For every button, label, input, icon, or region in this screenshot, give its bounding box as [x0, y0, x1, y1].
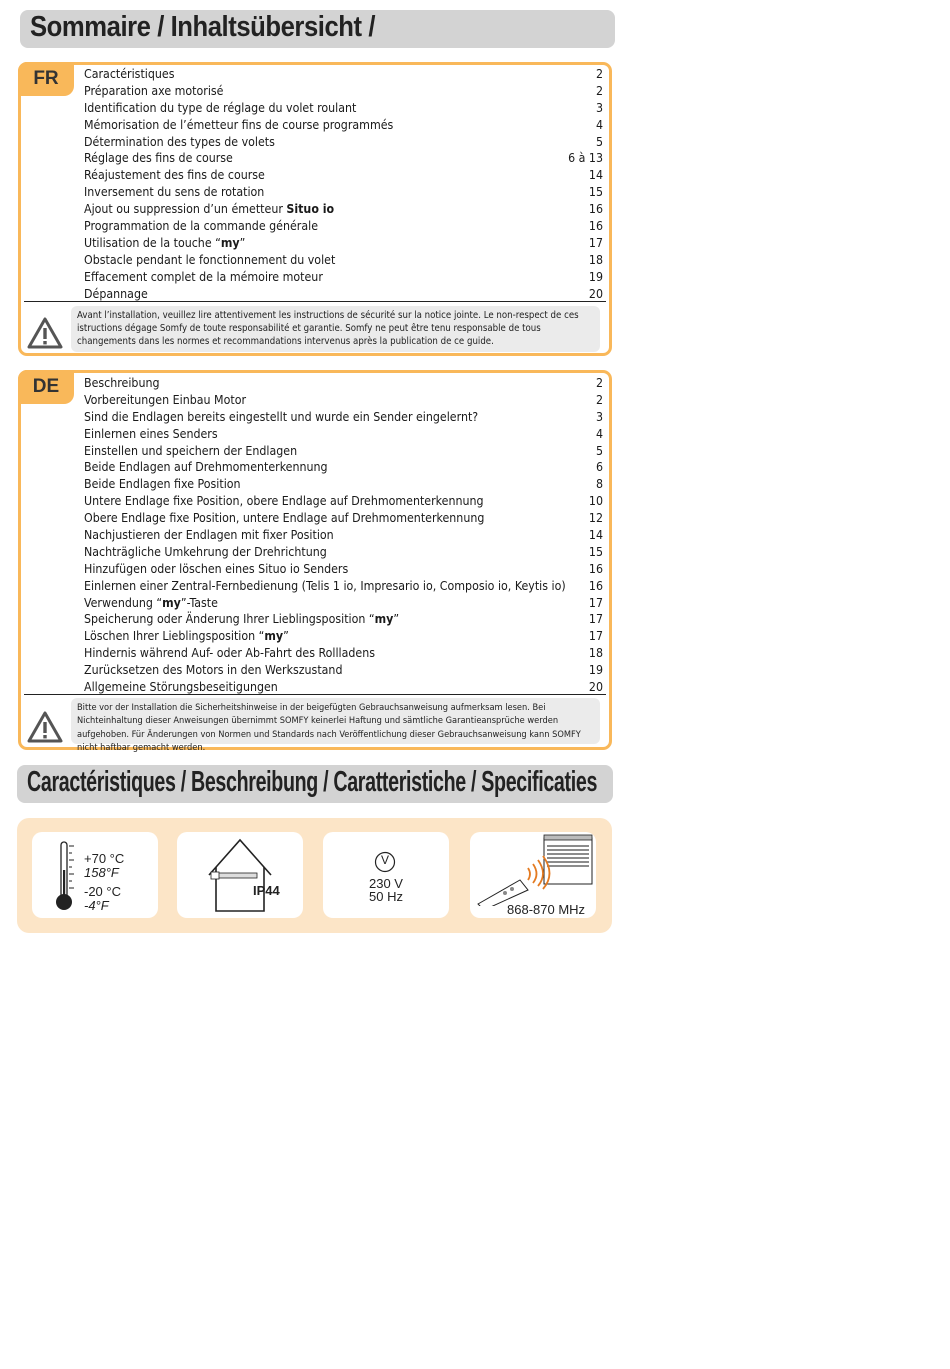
toc-row: [84, 269, 603, 286]
toc-entry-emphasis: Situo io: [286, 202, 335, 217]
toc-entry-text: Löschen Ihrer Lieblingsposition “: [84, 629, 265, 644]
ip-rating: IP44: [253, 883, 280, 898]
toc-entry-page: 3: [595, 100, 603, 115]
toc-entry-page: 2: [595, 83, 603, 98]
toc-entry-title: [84, 527, 334, 544]
toc-entry-text: Obstacle pendant le fonctionnement du volet: [84, 252, 336, 267]
toc-entry-title: [84, 443, 297, 460]
toc-section-fr: [18, 62, 612, 356]
toc-entry-page: 2: [595, 392, 603, 407]
toc-entry-title: [84, 286, 148, 303]
toc-entry-page: 20: [588, 680, 603, 695]
divider: [24, 301, 606, 302]
toc-row: [84, 628, 603, 645]
toc-row: [84, 150, 603, 167]
toc-entry-text: Mémorisation de l’émetteur fins de course programmés: [84, 117, 394, 132]
toc-entry-title: [84, 409, 478, 426]
toc-entry-page: 10: [588, 494, 603, 509]
toc-entry-page: 12: [588, 511, 603, 526]
toc-entry-text: Allgemeine Störungsbeseitigungen: [84, 680, 278, 695]
toc-row: [84, 201, 603, 218]
toc-entry-title: [84, 201, 334, 218]
temperature-card: [32, 832, 158, 918]
specs-panel: [17, 818, 612, 933]
toc-list-fr: [84, 66, 603, 302]
toc-entry-title: [84, 83, 223, 100]
toc-row: [84, 578, 603, 595]
toc-entry-text: Hinzufügen oder löschen eines Situo io Senders: [84, 561, 349, 576]
toc-entry-emphasis: my: [162, 595, 181, 610]
remote-control-icon: [472, 834, 596, 906]
toc-entry-text: Réglage des fins de course: [84, 151, 233, 166]
toc-entry-emphasis: my: [374, 612, 394, 627]
toc-entry-page: 6 à 13: [568, 151, 603, 166]
toc-entry-page: 16: [588, 202, 603, 217]
toc-entry-text: Nachträgliche Umkehrung der Drehrichtung: [84, 544, 327, 559]
toc-entry-text: Speicherung oder Änderung Ihrer Lieblingsposition “: [84, 612, 375, 627]
toc-row: [84, 611, 603, 628]
toc-entry-title: [84, 645, 375, 662]
toc-entry-page: 15: [588, 544, 603, 559]
toc-entry-text: Caractéristiques: [84, 67, 175, 81]
toc-row: [84, 100, 603, 117]
toc-entry-text: Détermination des types de volets: [84, 134, 275, 149]
toc-entry-title: [84, 544, 327, 561]
toc-entry-title: [84, 392, 246, 409]
toc-entry-page: 16: [588, 561, 603, 576]
toc-entry-page: 16: [588, 578, 603, 593]
toc-row: [84, 184, 603, 201]
warning-icon: [27, 711, 63, 743]
toc-entry-title: [84, 510, 484, 527]
toc-entry-text: Dépannage: [84, 286, 148, 301]
toc-entry-title: [84, 117, 393, 134]
toc-row: [84, 218, 603, 235]
voltage-value: 230 V: [369, 876, 403, 891]
toc-entry-text: Hindernis während Auf- oder Ab-Fahrt des Rollladens: [84, 646, 375, 661]
temp-max-c: +70 °C: [84, 851, 125, 866]
toc-row: [84, 167, 603, 184]
toc-list-de: [84, 375, 603, 696]
toc-row: [84, 83, 603, 100]
summary-banner: [20, 10, 615, 48]
toc-entry-text: Ajout ou suppression d’un émetteur: [84, 202, 287, 217]
toc-entry-page: 15: [588, 185, 603, 200]
toc-entry-title: [84, 493, 484, 510]
toc-entry-text: Préparation axe motorisé: [84, 83, 224, 98]
toc-entry-emphasis: my: [264, 629, 284, 644]
toc-entry-title: [84, 561, 348, 578]
toc-row: [84, 459, 603, 476]
toc-entry-title: [84, 595, 218, 612]
toc-entry-title: [84, 66, 174, 83]
toc-row: [84, 409, 603, 426]
toc-entry-page: 14: [588, 168, 603, 183]
toc-entry-text: Sind die Endlagen bereits eingestellt und wurde ein Sender eingelernt?: [84, 409, 479, 424]
safety-note-fr: Avant l’installation, veuillez lire attentivement les instructions de sécurité sur la notice jointe. Le non-respect de ces istructions dégage Somfy de toute responsabilité et garantie. Somfy ne peut être tenu responsable de tous changements dans les normes et recommandations intervenus après la publication de ce guide.: [71, 306, 600, 352]
toc-entry-title: [84, 426, 218, 443]
toc-entry-suffix: ”: [239, 235, 246, 250]
toc-entry-page: 20: [588, 286, 603, 301]
characteristics-banner: [17, 765, 613, 803]
toc-entry-page: 16: [588, 219, 603, 234]
toc-row: [84, 645, 603, 662]
toc-entry-text: Nachjustieren der Endlagen mit fixer Position: [84, 528, 334, 543]
toc-entry-text: Beschreibung: [84, 376, 160, 390]
toc-entry-page: 5: [595, 443, 603, 458]
toc-entry-text: Beide Endlagen auf Drehmomenterkennung: [84, 460, 328, 475]
toc-entry-title: [84, 252, 335, 269]
toc-row: [84, 662, 603, 679]
toc-row: [84, 443, 603, 460]
toc-row: [84, 286, 603, 303]
toc-entry-text: Effacement complet de la mémoire moteur: [84, 269, 323, 284]
toc-entry-title: [84, 150, 233, 167]
toc-entry-title: [84, 578, 566, 595]
toc-entry-page: 18: [588, 646, 603, 661]
thermometer-icon: [52, 840, 82, 914]
toc-entry-title: [84, 628, 289, 645]
toc-row: [84, 595, 603, 612]
toc-entry-title: [84, 134, 275, 151]
toc-entry-page: 4: [595, 117, 603, 132]
toc-entry-title: [84, 611, 399, 628]
temp-min-f: -4°F: [84, 898, 109, 913]
toc-entry-suffix: ”-Taste: [180, 595, 218, 610]
toc-entry-page: 18: [588, 252, 603, 267]
toc-entry-title: [84, 459, 328, 476]
toc-entry-title: [84, 184, 264, 201]
temp-min-c: -20 °C: [84, 884, 121, 899]
toc-entry-text: Einlernen eines Senders: [84, 426, 218, 441]
toc-entry-page: 3: [595, 409, 603, 424]
toc-entry-title: [84, 375, 160, 392]
toc-section-de: [18, 370, 612, 754]
toc-entry-text: Beide Endlagen fixe Position: [84, 477, 241, 492]
toc-entry-title: [84, 662, 342, 679]
toc-row: [84, 493, 603, 510]
toc-entry-text: Verwendung “: [84, 595, 163, 610]
toc-entry-title: [84, 476, 241, 493]
divider: [24, 694, 606, 695]
toc-entry-text: Zurücksetzen des Motors in den Werkszustand: [84, 663, 343, 678]
radio-frequency: 868-870 MHz: [507, 902, 586, 917]
toc-entry-text: Réajustement des fins de course: [84, 168, 265, 183]
toc-row: [84, 510, 603, 527]
warning-icon: [27, 317, 63, 349]
voltage-symbol: V: [380, 853, 389, 867]
toc-row: [84, 134, 603, 151]
toc-entry-page: 17: [588, 629, 603, 644]
toc-row: [84, 235, 603, 252]
frequency-value: 50 Hz: [369, 889, 403, 904]
toc-row: [84, 252, 603, 269]
toc-entry-page: 4: [595, 426, 603, 441]
toc-entry-title: [84, 167, 265, 184]
toc-entry-page: 5: [595, 134, 603, 149]
toc-row: [84, 117, 603, 134]
toc-entry-page: 19: [588, 269, 603, 284]
toc-entry-suffix: ”: [283, 629, 289, 644]
toc-entry-page: 8: [595, 477, 603, 492]
toc-entry-text: Identification du type de réglage du volet roulant: [84, 100, 357, 115]
toc-entry-page: 17: [588, 612, 603, 627]
voltage-card: [323, 832, 449, 918]
toc-entry-emphasis: my: [220, 235, 240, 250]
toc-entry-title: [84, 100, 356, 117]
house-icon: [207, 837, 273, 913]
toc-entry-page: 17: [588, 235, 603, 250]
toc-row: [84, 527, 603, 544]
toc-row: [84, 392, 603, 409]
toc-entry-text: Inversement du sens de rotation: [84, 185, 265, 200]
toc-entry-title: [84, 269, 323, 286]
toc-row: [84, 375, 603, 392]
toc-row: [84, 476, 603, 493]
language-badge-fr: FR: [18, 62, 74, 96]
toc-row: [84, 561, 603, 578]
toc-entry-page: 14: [588, 528, 603, 543]
radio-card: [470, 832, 596, 918]
toc-entry-page: 6: [595, 460, 603, 475]
toc-entry-text: Utilisation de la touche “: [84, 235, 221, 250]
temp-max-f: 158°F: [84, 865, 119, 880]
toc-entry-page: 2: [595, 376, 603, 390]
toc-entry-text: Einlernen einer Zentral-Fernbedienung (Telis 1 io, Impresario io, Composio io, Keytis io): [84, 578, 566, 593]
toc-entry-page: 17: [588, 595, 603, 610]
summary-title: Sommaire / Inhaltsübersicht /: [30, 11, 375, 43]
toc-entry-page: 19: [588, 663, 603, 678]
toc-entry-text: Einstellen und speichern der Endlagen: [84, 443, 298, 458]
toc-entry-page: 2: [595, 67, 603, 81]
toc-entry-title: [84, 218, 318, 235]
toc-entry-text: Programmation de la commande générale: [84, 219, 319, 234]
toc-entry-suffix: ”: [393, 612, 400, 627]
ip-rating-card: [177, 832, 303, 918]
safety-note-de: Bitte vor der Installation die Sicherheitshinweise in der beigefügten Gebrauchsanweisung aufmerksam lesen. Bei Nichteinhaltung dieser Anweisungen übernimmt SOMFY keinerlei Haftung und sämtliche Garantieansprüche werden aufgehoben. Für Änderungen von Normen und Standards nach Veröffentlichung dieser Gebrauchsanweisung kann SOMFY nicht haftbar gemacht werden.: [71, 698, 600, 744]
toc-row: [84, 66, 603, 83]
toc-entry-text: Obere Endlage fixe Position, untere Endlage auf Drehmomenterkennung: [84, 511, 485, 526]
toc-entry-text: Untere Endlage fixe Position, obere Endlage auf Drehmomenterkennung: [84, 494, 484, 509]
toc-row: [84, 426, 603, 443]
toc-row: [84, 544, 603, 561]
characteristics-title: Caractéristiques / Beschreibung / Caratteristiche / Specificaties: [27, 766, 598, 798]
toc-entry-text: Vorbereitungen Einbau Motor: [84, 392, 247, 407]
toc-entry-title: [84, 235, 245, 252]
language-badge-de: DE: [18, 370, 74, 404]
